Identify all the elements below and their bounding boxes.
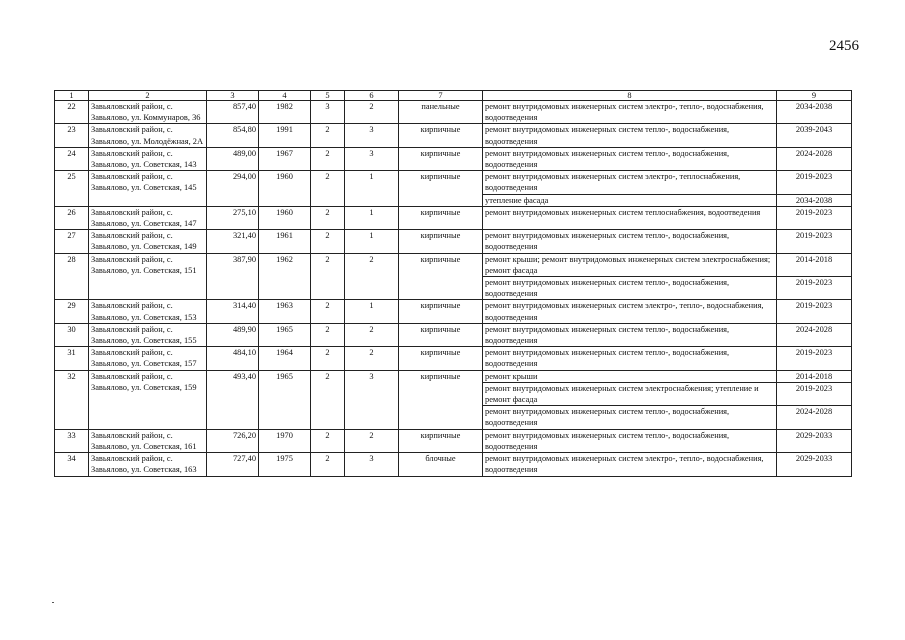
cell-entrances: 2 — [345, 347, 399, 370]
cell-address: Завьяловский район, с. Завьялово, ул. Советская, 159 — [89, 370, 207, 429]
cell-address: Завьяловский район, с. Завьялово, ул. Советская, 151 — [89, 253, 207, 300]
cell-repair-work: ремонт внутридомовых инженерных систем электроснабжения; утепление и ремонт фасада — [483, 382, 777, 405]
cell-number: 29 — [55, 300, 89, 323]
cell-entrances: 3 — [345, 453, 399, 476]
cell-period: 2014-2018 — [777, 370, 852, 382]
cell-area: 489,90 — [207, 323, 259, 346]
cell-entrances: 1 — [345, 230, 399, 253]
scan-speck — [52, 602, 54, 603]
cell-repair-work: ремонт внутридомовых инженерных систем тепло-, водоснабжения, водоотведения — [483, 323, 777, 346]
cell-year: 1991 — [259, 124, 311, 147]
cell-number: 34 — [55, 453, 89, 476]
cell-year: 1960 — [259, 171, 311, 207]
cell-year: 1960 — [259, 206, 311, 229]
cell-entrances: 3 — [345, 147, 399, 170]
cell-address: Завьяловский район, с. Завьялово, ул. Советская, 157 — [89, 347, 207, 370]
cell-number: 30 — [55, 323, 89, 346]
cell-repair-work: ремонт внутридомовых инженерных систем тепло-, водоснабжения, водоотведения — [483, 406, 777, 429]
cell-repair-work: ремонт внутридомовых инженерных систем электро-, тепло-, водоснабжения, водоотведения — [483, 101, 777, 124]
cell-wall-material: кирпичные — [399, 171, 483, 207]
cell-period: 2029-2033 — [777, 453, 852, 476]
cell-address: Завьяловский район, с. Завьялово, ул. Советская, 155 — [89, 323, 207, 346]
cell-period: 2019-2023 — [777, 347, 852, 370]
cell-entrances: 1 — [345, 171, 399, 207]
table-row — [55, 300, 852, 323]
cell-repair-work: ремонт внутридомовых инженерных систем тепло-, водоснабжения, водоотведения — [483, 347, 777, 370]
cell-period: 2029-2033 — [777, 429, 852, 452]
cell-period: 2014-2018 — [777, 253, 852, 276]
cell-period: 2024-2028 — [777, 147, 852, 170]
cell-number: 22 — [55, 101, 89, 124]
cell-entrances: 3 — [345, 370, 399, 429]
cell-year: 1975 — [259, 453, 311, 476]
cell-entrances: 2 — [345, 101, 399, 124]
cell-year: 1967 — [259, 147, 311, 170]
cell-repair-work: ремонт крыши; ремонт внутридомовых инженерных систем электроснабжения; ремонт фасада — [483, 253, 777, 276]
cell-repair-work: ремонт внутридомовых инженерных систем электро-, тепло-, водоснабжения, водоотведения — [483, 453, 777, 476]
cell-wall-material: блочные — [399, 453, 483, 476]
table-row — [55, 323, 852, 346]
housing-repair-table — [54, 90, 852, 477]
header-col-1: 1 — [55, 91, 89, 101]
cell-floors: 2 — [311, 370, 345, 429]
cell-year: 1961 — [259, 230, 311, 253]
cell-address: Завьяловский район, с. Завьялово, ул. Коммунаров, 36 — [89, 101, 207, 124]
cell-number: 24 — [55, 147, 89, 170]
cell-entrances: 2 — [345, 429, 399, 452]
cell-area: 314,40 — [207, 300, 259, 323]
cell-repair-work: утепление фасада — [483, 194, 777, 206]
cell-period: 2019-2023 — [777, 171, 852, 194]
cell-area: 387,90 — [207, 253, 259, 300]
cell-wall-material: кирпичные — [399, 323, 483, 346]
cell-wall-material: кирпичные — [399, 147, 483, 170]
table-row — [55, 453, 852, 476]
header-col-8: 8 — [483, 91, 777, 101]
cell-entrances: 2 — [345, 253, 399, 300]
cell-wall-material: кирпичные — [399, 124, 483, 147]
cell-period: 2034-2038 — [777, 194, 852, 206]
header-col-6: 6 — [345, 91, 399, 101]
cell-number: 28 — [55, 253, 89, 300]
cell-area: 857,40 — [207, 101, 259, 124]
cell-period: 2024-2028 — [777, 323, 852, 346]
cell-repair-work: ремонт внутридомовых инженерных систем тепло-, водоснабжения, водоотведения — [483, 277, 777, 300]
cell-period: 2019-2023 — [777, 277, 852, 300]
cell-floors: 2 — [311, 230, 345, 253]
cell-year: 1963 — [259, 300, 311, 323]
page-number: 2456 — [829, 38, 859, 54]
cell-floors: 2 — [311, 171, 345, 207]
table-row — [55, 101, 852, 124]
cell-floors: 2 — [311, 124, 345, 147]
header-col-7: 7 — [399, 91, 483, 101]
cell-address: Завьяловский район, с. Завьялово, ул. Советская, 163 — [89, 453, 207, 476]
cell-floors: 2 — [311, 323, 345, 346]
cell-address: Завьяловский район, с. Завьялово, ул. Советская, 145 — [89, 171, 207, 207]
table-row — [55, 429, 852, 452]
cell-number: 32 — [55, 370, 89, 429]
cell-wall-material: кирпичные — [399, 370, 483, 429]
cell-wall-material: панельные — [399, 101, 483, 124]
cell-address: Завьяловский район, с. Завьялово, ул. Советская, 143 — [89, 147, 207, 170]
cell-number: 25 — [55, 171, 89, 207]
cell-wall-material: кирпичные — [399, 347, 483, 370]
cell-area: 484,10 — [207, 347, 259, 370]
header-col-4: 4 — [259, 91, 311, 101]
cell-period: 2039-2043 — [777, 124, 852, 147]
cell-period: 2024-2028 — [777, 406, 852, 429]
cell-repair-work: ремонт внутридомовых инженерных систем тепло-, водоснабжения, водоотведения — [483, 147, 777, 170]
cell-year: 1964 — [259, 347, 311, 370]
table-row — [55, 253, 852, 276]
cell-entrances: 1 — [345, 206, 399, 229]
table-row — [55, 347, 852, 370]
table-row — [55, 147, 852, 170]
cell-area: 294,00 — [207, 171, 259, 207]
cell-repair-work: ремонт крыши — [483, 370, 777, 382]
cell-repair-work: ремонт внутридомовых инженерных систем тепло-, водоснабжения, водоотведения — [483, 230, 777, 253]
cell-entrances: 1 — [345, 300, 399, 323]
cell-wall-material: кирпичные — [399, 429, 483, 452]
cell-year: 1982 — [259, 101, 311, 124]
cell-address: Завьяловский район, с. Завьялово, ул. Молодёжная, 2А — [89, 124, 207, 147]
cell-wall-material: кирпичные — [399, 253, 483, 300]
cell-repair-work: ремонт внутридомовых инженерных систем электро-, тепло-, водоснабжения, водоотведения — [483, 300, 777, 323]
table-row — [55, 370, 852, 382]
cell-wall-material: кирпичные — [399, 300, 483, 323]
header-col-3: 3 — [207, 91, 259, 101]
cell-number: 27 — [55, 230, 89, 253]
cell-address: Завьяловский район, с. Завьялово, ул. Советская, 161 — [89, 429, 207, 452]
cell-floors: 2 — [311, 453, 345, 476]
cell-address: Завьяловский район, с. Завьялово, ул. Советская, 149 — [89, 230, 207, 253]
cell-period: 2019-2023 — [777, 382, 852, 405]
cell-address: Завьяловский район, с. Завьялово, ул. Советская, 147 — [89, 206, 207, 229]
table-row — [55, 171, 852, 194]
header-col-9: 9 — [777, 91, 852, 101]
cell-period: 2019-2023 — [777, 300, 852, 323]
cell-year: 1965 — [259, 323, 311, 346]
table-row — [55, 124, 852, 147]
cell-entrances: 2 — [345, 323, 399, 346]
cell-period: 2019-2023 — [777, 230, 852, 253]
cell-area: 493,40 — [207, 370, 259, 429]
cell-area: 275,10 — [207, 206, 259, 229]
cell-repair-work: ремонт внутридомовых инженерных систем тепло-, водоснабжения, водоотведения — [483, 124, 777, 147]
cell-period: 2034-2038 — [777, 101, 852, 124]
cell-floors: 2 — [311, 147, 345, 170]
cell-floors: 3 — [311, 101, 345, 124]
cell-repair-work: ремонт внутридомовых инженерных систем тепло-, водоснабжения, водоотведения — [483, 429, 777, 452]
header-col-2: 2 — [89, 91, 207, 101]
table-body — [55, 101, 852, 477]
cell-number: 31 — [55, 347, 89, 370]
cell-area: 727,40 — [207, 453, 259, 476]
cell-wall-material: кирпичные — [399, 230, 483, 253]
header-col-5: 5 — [311, 91, 345, 101]
table-row — [55, 230, 852, 253]
cell-area: 854,80 — [207, 124, 259, 147]
cell-floors: 2 — [311, 253, 345, 300]
header-row — [55, 91, 852, 101]
cell-year: 1965 — [259, 370, 311, 429]
cell-period: 2019-2023 — [777, 206, 852, 229]
cell-entrances: 3 — [345, 124, 399, 147]
cell-floors: 2 — [311, 347, 345, 370]
cell-number: 33 — [55, 429, 89, 452]
cell-number: 26 — [55, 206, 89, 229]
table-row — [55, 206, 852, 229]
cell-wall-material: кирпичные — [399, 206, 483, 229]
cell-year: 1962 — [259, 253, 311, 300]
cell-floors: 2 — [311, 429, 345, 452]
cell-area: 726,20 — [207, 429, 259, 452]
cell-floors: 2 — [311, 206, 345, 229]
cell-address: Завьяловский район, с. Завьялово, ул. Советская, 153 — [89, 300, 207, 323]
cell-repair-work: ремонт внутридомовых инженерных систем теплоснабжения, водоотведения — [483, 206, 777, 229]
cell-repair-work: ремонт внутридомовых инженерных систем электро-, теплоснабжения, водоотведения — [483, 171, 777, 194]
cell-floors: 2 — [311, 300, 345, 323]
cell-area: 489,00 — [207, 147, 259, 170]
cell-year: 1970 — [259, 429, 311, 452]
cell-area: 321,40 — [207, 230, 259, 253]
cell-number: 23 — [55, 124, 89, 147]
